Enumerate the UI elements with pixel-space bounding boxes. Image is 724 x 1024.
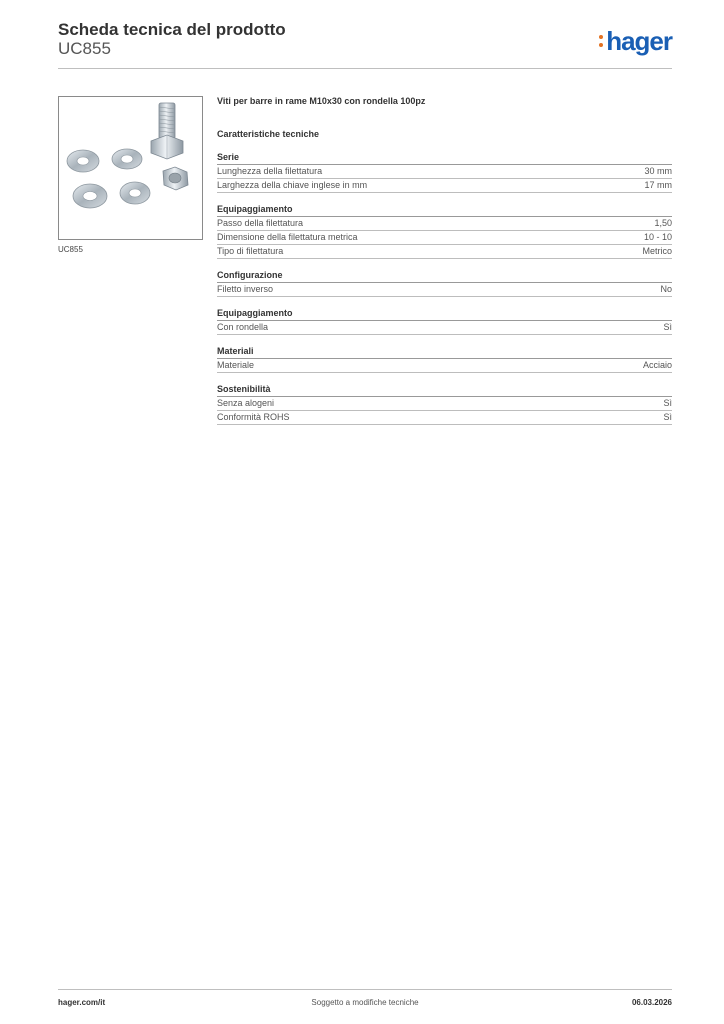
spec-group xyxy=(217,270,672,297)
product-name: Viti per barre in rame M10x30 con rondella 100pz xyxy=(217,96,426,106)
spec-row xyxy=(217,245,672,259)
spec-row xyxy=(217,165,672,179)
spec-row xyxy=(217,231,672,245)
document-title: Scheda tecnica del prodotto xyxy=(58,20,286,39)
product-code: UC855 xyxy=(58,39,111,58)
footer-divider xyxy=(58,989,672,990)
spec-label: Larghezza della chiave inglese in mm xyxy=(217,180,368,190)
spec-row xyxy=(217,179,672,193)
spec-row xyxy=(217,411,672,425)
spec-label: Filetto inverso xyxy=(217,284,274,294)
image-caption: UC855 xyxy=(58,245,83,254)
spec-value: Acciaio xyxy=(642,360,672,370)
spec-value: 1,50 xyxy=(654,218,672,228)
logo-text: hager xyxy=(606,26,672,56)
spec-label: Tipo di filettatura xyxy=(217,246,284,256)
spec-group-title: Serie xyxy=(217,152,672,165)
hager-logo xyxy=(599,26,672,56)
product-image xyxy=(58,96,203,240)
spec-row xyxy=(217,283,672,297)
spec-label: Senza alogeni xyxy=(217,398,275,408)
spec-value: 30 mm xyxy=(644,166,672,176)
spec-value: 10 - 10 xyxy=(643,232,672,242)
spec-value: Sì xyxy=(663,412,672,422)
screw-washers-nut-icon xyxy=(59,97,202,239)
spec-group xyxy=(217,384,672,425)
logo-dots-icon xyxy=(599,26,604,47)
spec-value: Sì xyxy=(663,398,672,408)
spec-label: Lunghezza della filettatura xyxy=(217,166,323,176)
spec-group-title: Equipaggiamento xyxy=(217,308,672,321)
spec-group xyxy=(217,152,672,193)
footer-date: 06.03.2026 xyxy=(631,998,672,1007)
spec-group-title: Equipaggiamento xyxy=(217,204,672,217)
product-details xyxy=(217,96,672,436)
spec-group-title: Materiali xyxy=(217,346,672,359)
spec-row xyxy=(217,217,672,231)
spec-group xyxy=(217,346,672,373)
footer-website-link[interactable]: hager.com/it xyxy=(58,998,106,1007)
spec-label: Conformità ROHS xyxy=(217,412,290,422)
spec-group xyxy=(217,308,672,335)
spec-label: Passo della filettatura xyxy=(217,218,304,228)
spec-value: Metrico xyxy=(642,246,672,256)
spec-row xyxy=(217,359,672,373)
header-divider xyxy=(58,68,672,69)
spec-label: Materiale xyxy=(217,360,255,370)
page-header xyxy=(58,20,672,70)
spec-row xyxy=(217,397,672,411)
spec-groups xyxy=(217,152,672,425)
section-heading: Caratteristiche tecniche xyxy=(217,129,320,139)
spec-label: Dimensione della filettatura metrica xyxy=(217,232,358,242)
spec-label: Con rondella xyxy=(217,322,269,332)
spec-value: 17 mm xyxy=(644,180,672,190)
spec-group xyxy=(217,204,672,259)
spec-row xyxy=(217,321,672,335)
spec-group-title: Sostenibilità xyxy=(217,384,672,397)
footer-note: Soggetto a modifiche tecniche xyxy=(311,998,419,1007)
spec-group-title: Configurazione xyxy=(217,270,672,283)
spec-value: No xyxy=(660,284,672,294)
spec-value: Sì xyxy=(663,322,672,332)
